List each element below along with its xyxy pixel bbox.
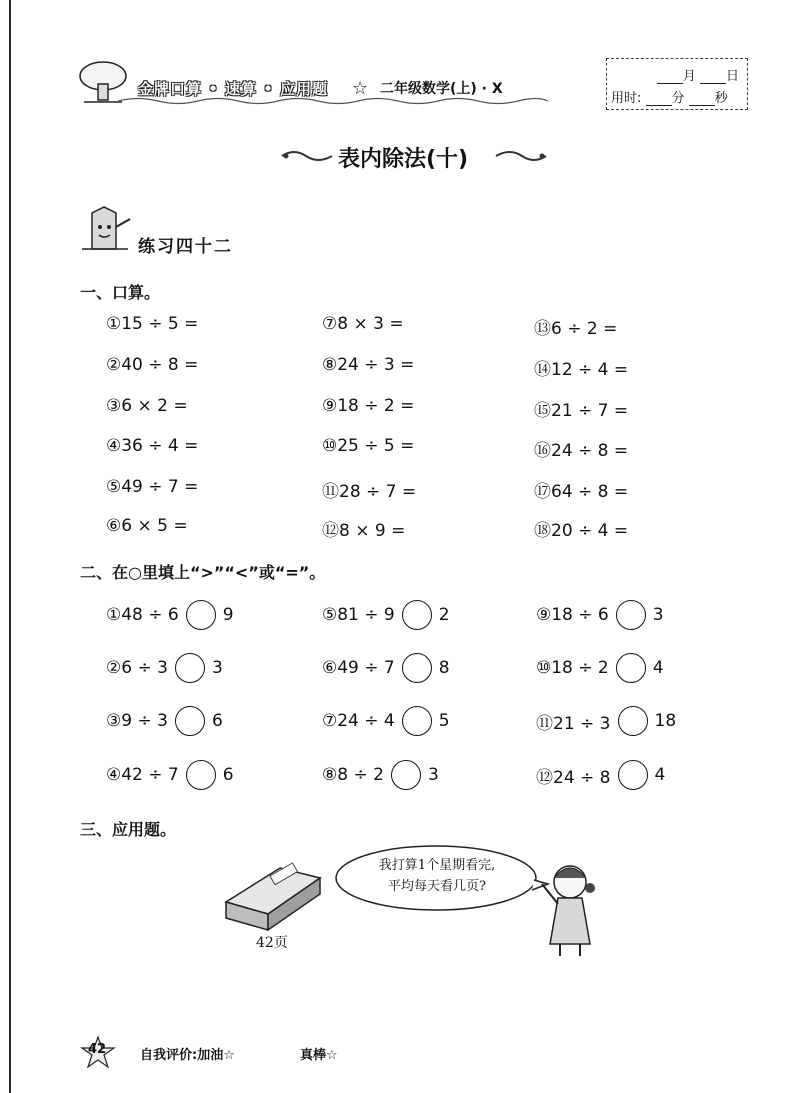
compare-item — [106, 600, 234, 630]
section-1-title: 一、口算。 — [80, 283, 161, 302]
compare-left: ②6 ÷ 3 — [106, 658, 168, 678]
self-evaluation: 自我评价:加油☆ — [140, 1048, 235, 1063]
compare-left: ①48 ÷ 6 — [106, 605, 179, 625]
exercise-title: 练习四十二 — [138, 237, 233, 257]
oral-item: ⑤49 ÷ 7 = — [106, 477, 199, 497]
answer-circle[interactable] — [402, 653, 432, 683]
compare-item — [536, 600, 664, 630]
compare-item — [536, 706, 676, 736]
time-record-box — [606, 58, 748, 110]
section-3-title: 三、应用题。 — [80, 820, 177, 839]
oral-item: ⑭12 ÷ 4 = — [534, 360, 629, 380]
oral-item: ⑰64 ÷ 8 = — [534, 482, 629, 502]
oral-item: ⑨18 ÷ 2 = — [322, 396, 415, 416]
answer-circle[interactable] — [186, 600, 216, 630]
compare-right: 9 — [222, 605, 234, 625]
minute-label: 分 — [671, 91, 685, 106]
day-label: 日 — [725, 69, 739, 84]
oral-item: ③6 × 2 = — [106, 396, 188, 416]
compare-item — [322, 706, 450, 736]
pencil-mascot-icon — [76, 205, 134, 255]
minute-blank[interactable] — [646, 93, 672, 106]
oral-item: ①15 ÷ 5 = — [106, 314, 199, 334]
compare-item — [106, 706, 223, 736]
compare-right: 3 — [652, 605, 664, 625]
speech-bubble-text — [357, 855, 517, 897]
book-title: 二年级数学(上) · X — [380, 81, 503, 97]
answer-circle[interactable] — [175, 653, 205, 683]
compare-item — [106, 653, 223, 683]
second-label: 秒 — [714, 91, 728, 106]
star-icon: ☆ — [352, 78, 369, 99]
date-line — [657, 65, 739, 84]
compare-left: ⑥49 ÷ 7 — [322, 658, 395, 678]
answer-circle[interactable] — [616, 653, 646, 683]
oral-item: ⑧24 ÷ 3 = — [322, 355, 415, 375]
book-pages-label: 42页 — [256, 935, 288, 951]
margin-line — [9, 0, 11, 1093]
book-icon — [226, 863, 320, 930]
lesson-title: 表内除法(十) — [338, 147, 469, 172]
month-blank[interactable] — [657, 71, 683, 84]
time-label: 用时: — [611, 91, 642, 106]
bubble-line-1: 我打算1个星期看完, — [378, 858, 496, 873]
answer-circle[interactable] — [391, 760, 421, 790]
compare-right: 4 — [654, 765, 666, 785]
ornament-right-icon — [494, 148, 548, 164]
oral-item: ④36 ÷ 4 = — [106, 436, 199, 456]
compare-item — [106, 760, 234, 790]
answer-circle[interactable] — [402, 706, 432, 736]
compare-item — [322, 600, 450, 630]
compare-right: 8 — [438, 658, 450, 678]
oral-item: ⑮21 ÷ 7 = — [534, 401, 629, 421]
oral-item: ⑥6 × 5 = — [106, 516, 188, 536]
month-label: 月 — [682, 69, 696, 84]
compare-left: ④42 ÷ 7 — [106, 765, 179, 785]
oral-item: ⑫8 × 9 = — [322, 521, 406, 541]
compare-left: ⑨18 ÷ 6 — [536, 605, 609, 625]
compare-item — [536, 760, 665, 790]
oral-item: ②40 ÷ 8 = — [106, 355, 199, 375]
oral-item: ⑩25 ÷ 5 = — [322, 436, 415, 456]
compare-left: ⑤81 ÷ 9 — [322, 605, 395, 625]
series-title: 金牌口算 • 速算 • 应用题 — [138, 80, 329, 98]
compare-left: ⑫24 ÷ 8 — [536, 767, 611, 788]
section-2-title: 二、在○里填上“>”“<”或“=”。 — [80, 563, 326, 582]
oral-item: ⑱20 ÷ 4 = — [534, 521, 629, 541]
answer-circle[interactable] — [186, 760, 216, 790]
oral-item: ⑬6 ÷ 2 = — [534, 319, 618, 339]
compare-left: ⑦24 ÷ 4 — [322, 711, 395, 731]
compare-left: ⑧8 ÷ 2 — [322, 765, 384, 785]
compare-right: 5 — [438, 711, 450, 731]
oral-item: ⑪28 ÷ 7 = — [322, 482, 417, 502]
compare-item — [322, 760, 439, 790]
compare-right: 4 — [652, 658, 664, 678]
compare-right: 6 — [222, 765, 234, 785]
compare-right: 3 — [427, 765, 439, 785]
compare-left: ⑪21 ÷ 3 — [536, 713, 611, 734]
wave-divider — [118, 96, 548, 106]
time-line — [611, 87, 728, 106]
oral-item: ⑦8 × 3 = — [322, 314, 404, 334]
compare-left: ③9 ÷ 3 — [106, 711, 168, 731]
compare-right: 3 — [211, 658, 223, 678]
day-blank[interactable] — [700, 71, 726, 84]
lesson-title-block — [280, 140, 550, 172]
answer-circle[interactable] — [402, 600, 432, 630]
page-number: 42 — [88, 1042, 107, 1057]
oral-item: ⑯24 ÷ 8 = — [534, 441, 629, 461]
header — [78, 58, 548, 106]
compare-right: 2 — [438, 605, 450, 625]
answer-circle[interactable] — [618, 706, 648, 736]
compare-right: 18 — [654, 711, 677, 731]
bubble-line-2: 平均每天看几页? — [388, 879, 486, 894]
compare-right: 6 — [211, 711, 223, 731]
answer-circle[interactable] — [618, 760, 648, 790]
ornament-left-icon — [280, 148, 334, 164]
answer-circle[interactable] — [616, 600, 646, 630]
compare-item — [322, 653, 450, 683]
evaluation-great: 真棒☆ — [300, 1048, 338, 1063]
answer-circle[interactable] — [175, 706, 205, 736]
second-blank[interactable] — [689, 93, 715, 106]
girl-figure — [542, 866, 595, 956]
compare-item — [536, 653, 664, 683]
compare-left: ⑩18 ÷ 2 — [536, 658, 609, 678]
